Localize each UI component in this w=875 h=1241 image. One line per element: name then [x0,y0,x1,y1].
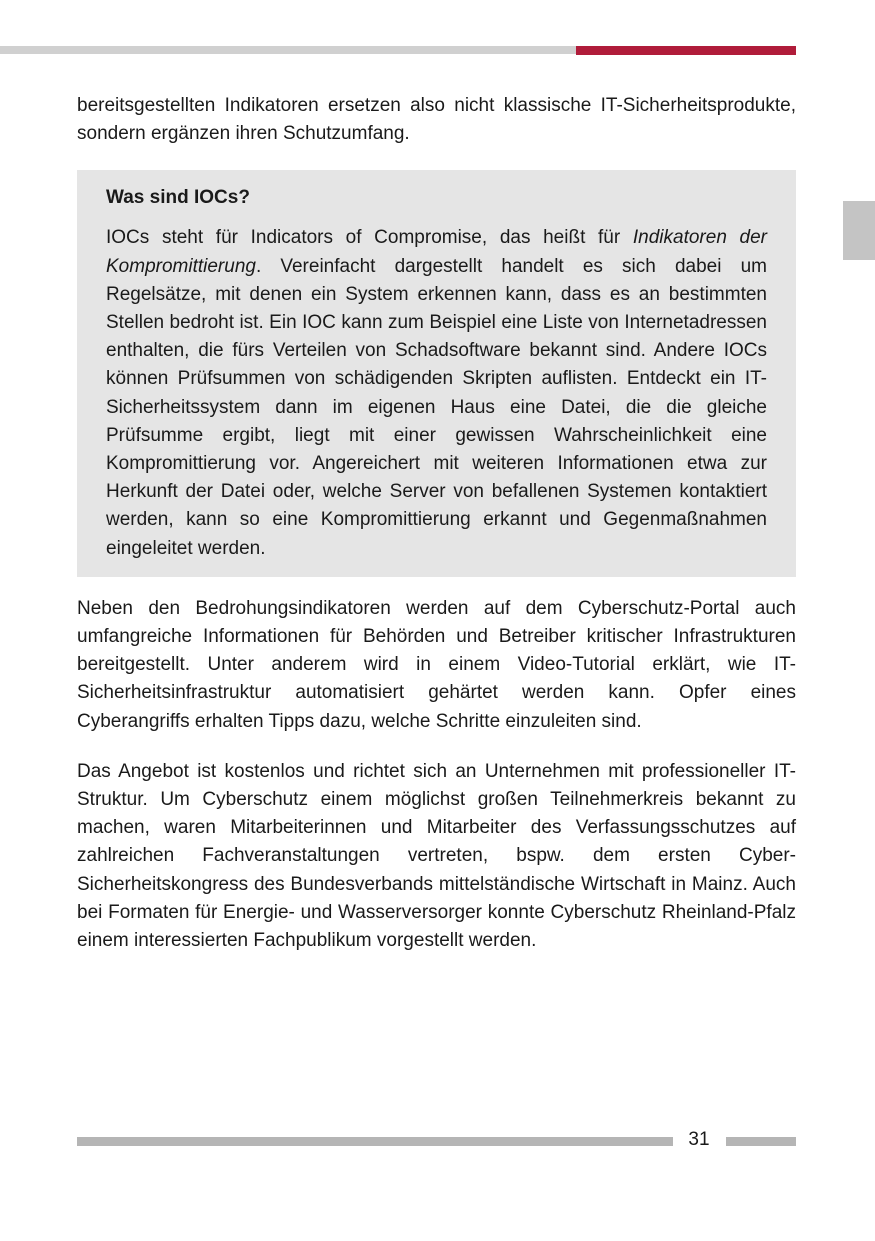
footer-rule-right [726,1137,796,1146]
intro-paragraph: bereitsgestellten Indikatoren ersetzen also nicht klassische IT-Sicherheitsprodukte, sondern ergänzen ihren Schutzumfang. [77,95,796,145]
infobox-text-start: IOCs steht für Indicators of Compromise, das heißt für [106,227,633,249]
header-accent-rule [576,46,796,55]
infobox-text [106,224,767,562]
body-paragraph-offer: Das Angebot ist kostenlos und richtet sich an Unternehmen mit professioneller IT-Struktur. Um Cyberschutz einem möglichst großen Teilnehmerkreis bekannt zu machen, waren Mitarbeiterinnen und Mitarbeiter des Verfassungsschutzes auf zahlreichen Fachveranstaltungen vertreten, bspw. dem ersten Cyber-Sicherheitskongress des Bundesverbands mittelständische Wirtschaft in Mainz. Auch bei Formaten für Energie- und Wasserversorger konnte Cyberschutz Rheinland-Pfalz einem interessierten Fachpublikum vorgestellt werden. [77,760,796,952]
chapter-marker-tab [843,201,875,260]
header-rule [0,46,576,54]
page-content [77,92,796,977]
body-paragraph-portal: Neben den Bedrohungsindikatoren werden auf dem Cyberschutz-Portal auch umfangreiche Informationen für Behörden und Betreiber kritischer Infrastrukturen bereitgestellt. Unter anderem wird in einem Video-Tutorial erklärt, wie IT-Sicherheitsinfrastruktur automatisiert gehärtet werden kann. Opfer eines Cyberangriffs erhalten Tipps dazu, welche Schritte einzuleiten sind. [77,597,796,732]
ioc-infobox [77,170,796,576]
page-number: 31 [688,1129,710,1150]
footer-rule-left [77,1137,673,1146]
infobox-text-rest: . Vereinfacht dargestellt handelt es sich dabei um Regelsätze, mit denen ein System erkennen kann, dass es an bestimmten Stellen bedroht ist. Ein IOC kann zum Beispiel eine Liste von Internetadressen enthalten, die fürs Verteilen von Schadsoftware bekannt sind. Andere IOCs können Prüfsummen von schädigenden Skripten auflisten. Entdeckt ein IT-Sicherheitssystem dann im eigenen Haus eine Datei, die die gleiche Prüfsumme ergibt, liegt mit einer gewissen Wahrscheinlichkeit eine Kompromittierung vor. Angereichert mit weiteren Informationen etwa zur Herkunft der Datei oder, welche Server von befallenen Systemen kontaktiert werden, kann so eine Kompromittierung erkannt und Gegenmaßnahmen eingeleitet werden. [106,255,767,559]
infobox-title: Was sind IOCs? [106,187,250,209]
infobox-italic-term: Indikatoren der Kompromittierung [106,227,768,277]
